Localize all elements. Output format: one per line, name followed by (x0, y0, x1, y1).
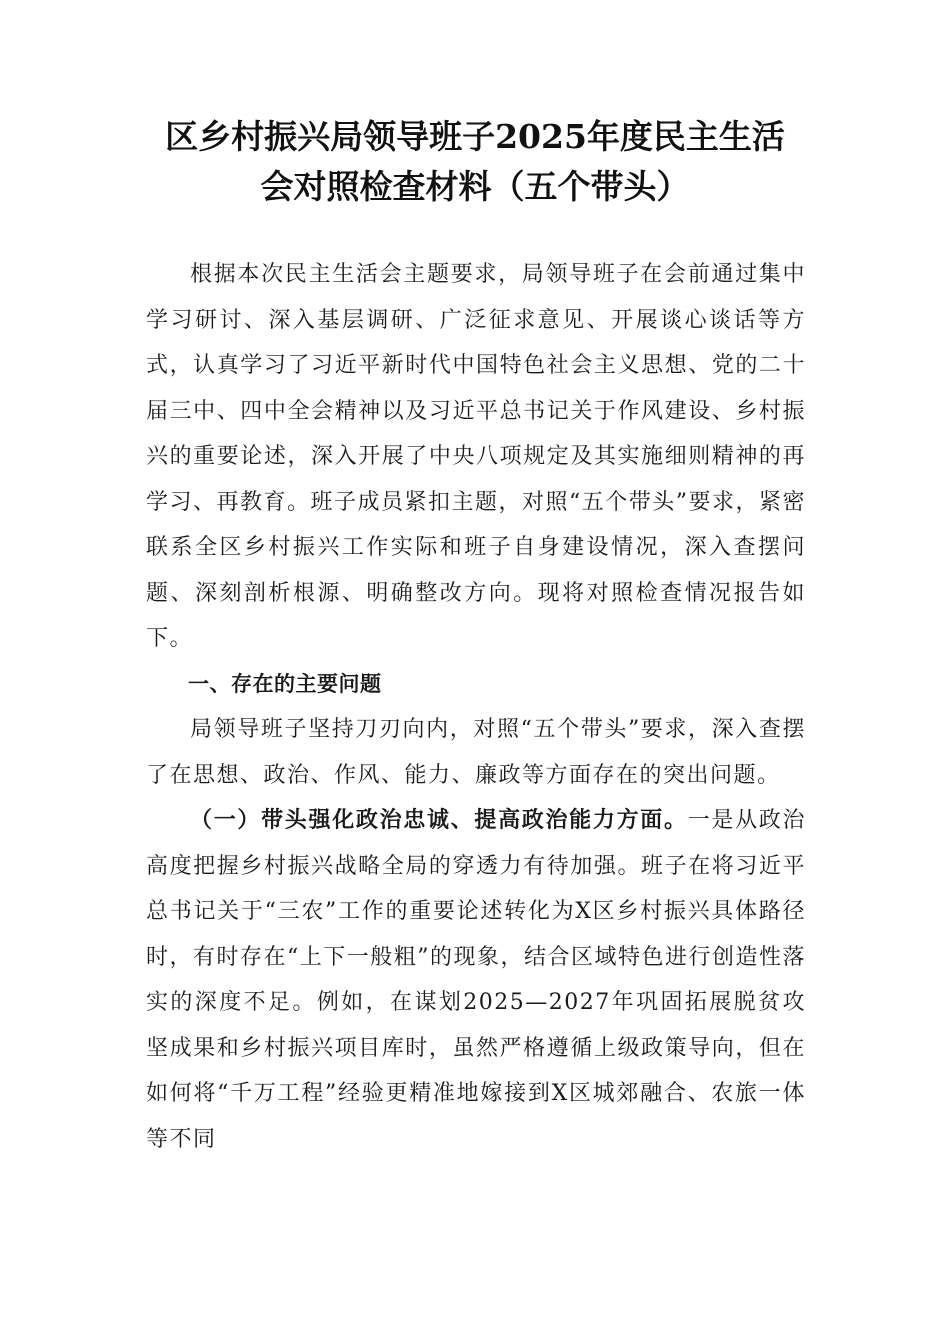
subsection-heading: （一）带头强化政治忠诚、提高政治能力方面。 (190, 807, 688, 833)
document-title (130, 112, 820, 212)
title-line-2: 会对照检查材料（五个带头） (260, 167, 690, 206)
intro-paragraph: 根据本次民主生活会主题要求，局领导班子在会前通过集中学习研讨、深入基层调研、广泛征求意见、开展谈心谈话等方式，认真学习了习近平新时代中国特色社会主义思想、党的二十届三中、四中全会精神以及习近平总书记关于作风建设、乡村振兴的重要论述，深入开展了中央八项规定及其实施细则精神的再学习、再教育。班子成员紧扣主题，对照“五个带头”要求，紧密联系全区乡村振兴工作实际和班子自身建设情况，深入查摆问题、深刻剖析根源、明确整改方向。现将对照检查情况报告如下。 (146, 262, 806, 651)
section-heading: 一、存在的主要问题 (188, 671, 382, 696)
subsection-text: 一是从政治高度把握乡村振兴战略全局的穿透力有待加强。班子在将习近平总书记关于“三农”工作的重要论述转化为X区乡村振兴具体路径时，有时存在“上下一般粗”的现象，结合区域特色进行创造性落实的深度不足。例如，在谋划2025—2027年巩固拓展脱贫攻坚成果和乡村振兴项目库时，虽然严格遵循上级政策导向，但在如何将“千万工程”经验更精准地嫁接到X区城郊融合、农旅一体等不同 (146, 808, 806, 1152)
section-intro-paragraph: 局领导班子坚持刀刃向内，对照“五个带头”要求，深入查摆了在思想、政治、作风、能力、廉政等方面存在的突出问题。 (146, 717, 806, 788)
subsection-paragraph (146, 798, 806, 1162)
document-body (146, 252, 806, 1162)
title-line-1: 区乡村振兴局领导班子2025年度民主生活 (165, 117, 785, 156)
